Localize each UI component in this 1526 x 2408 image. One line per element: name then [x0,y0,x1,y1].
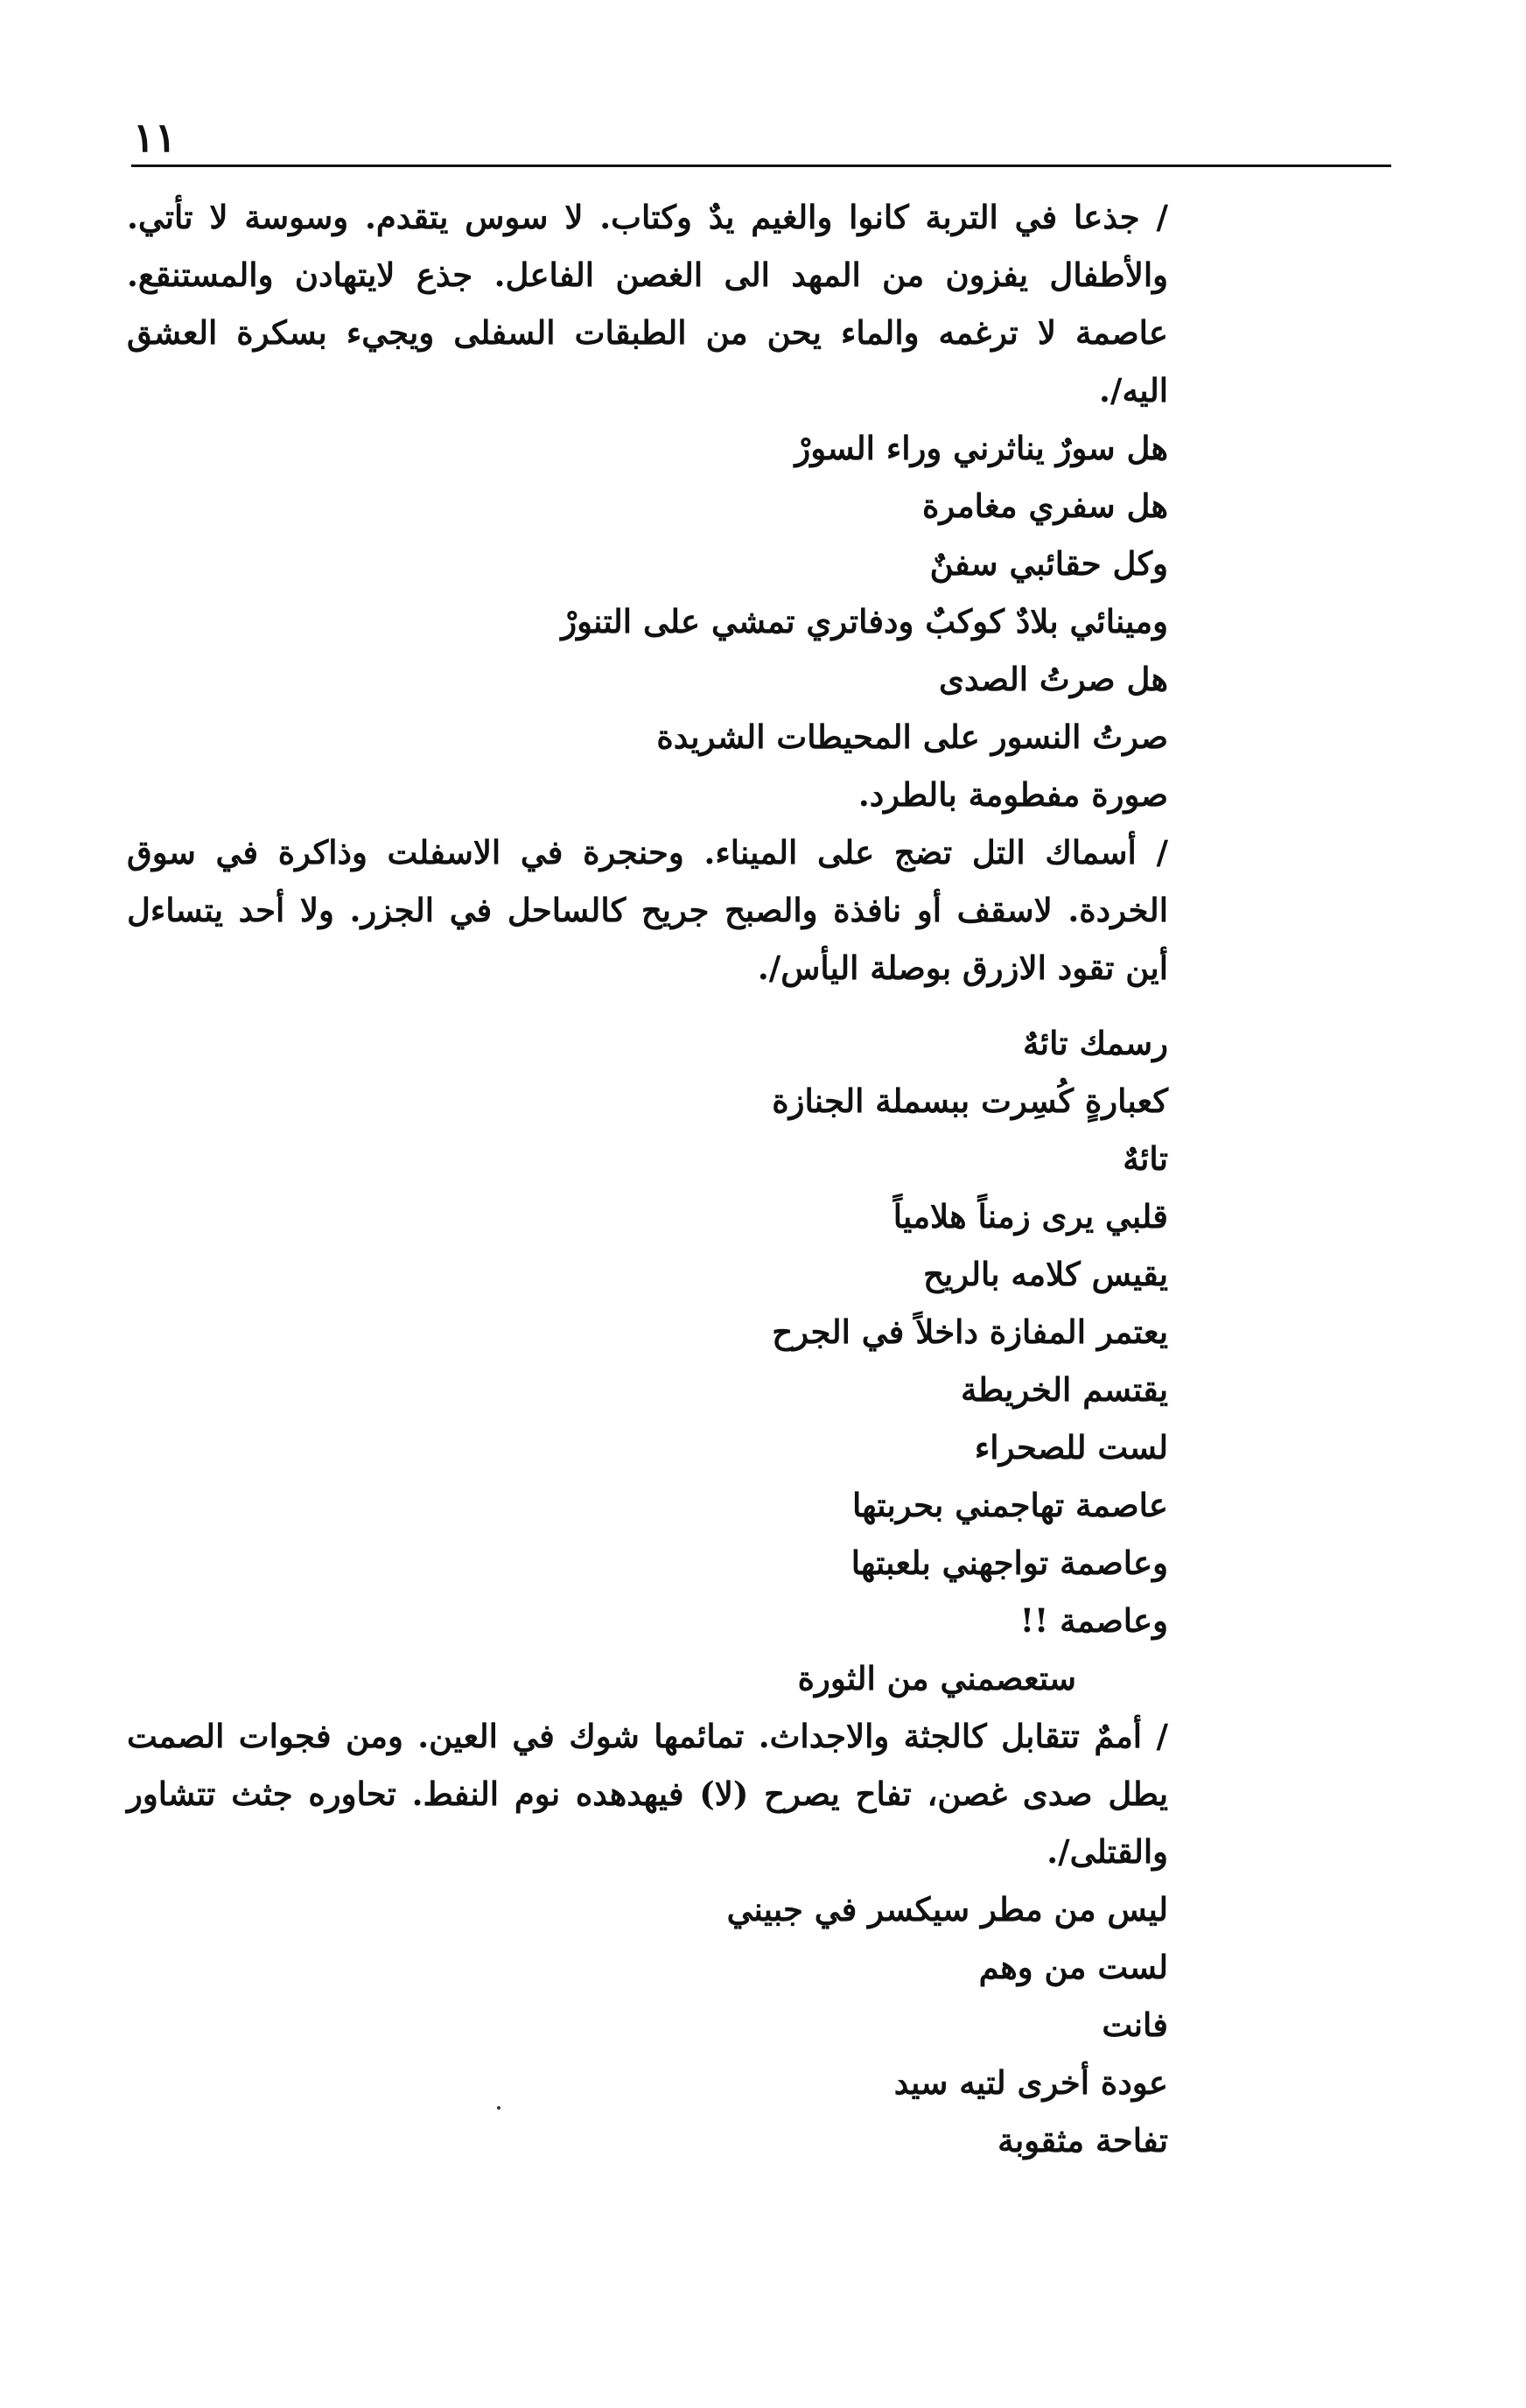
verse-line: لست من وهم [978,1948,1168,1986]
verse-line: عودة أخرى لتيه سيد [893,2063,1168,2102]
verse-line: ستعصمني من الثورة [797,1659,1076,1698]
verse-line: يقتسم الخريطة [960,1370,1168,1409]
page-number: ١١ [133,114,177,161]
prose-paragraph-1: / جذعا في التربة كانوا والغيم يدٌ وكتاب. لا سوس يتقدم. وسوسة لا تأتي. والأطفال يفزون من المهد الى الغصن الفاعل. جذع لايتهادن والمستنقع. عاصمة لا ترغمه والماء يحن من الطبقات السفلى ويجيء بسكرة العشق اليه/. [127,198,1169,410]
verse-line: هل سفري مغامرة [922,486,1168,525]
verse-line: وكل حقائبي سفنٌ [929,544,1168,583]
verse-line: صرتُ النسور على المحيطات الشريدة [656,718,1168,756]
prose-paragraph-2: / أسماك التل تضج على الميناء. وحنجرة في الاسفلت وذاكرة في سوق الخردة. لاسقف أو نافذة والصبح جريح كالساحل في الجزر. ولا أحد يتساءل أين تقود الازرق بوصلة اليأس/. [127,833,1168,987]
verse-line: وعاصمة تواجهني بلعبتها [850,1544,1168,1582]
verse-line: وعاصمة !! [1019,1601,1168,1640]
verse-line: هل صرتُ الصدى [939,660,1168,698]
scan-speck [497,2106,500,2110]
verse-line: تفاحة مثقوبة [998,2121,1168,2160]
stanza-1 [127,419,1168,823]
stanza-3 [127,1880,1168,2169]
verse-line: ومينائي بلادٌ كوكبٌ ودفاتري تمشي على التنورْ [561,602,1168,640]
verse-line: رسمك تائهٌ [1022,1024,1168,1062]
poem-body [127,188,1168,2169]
verse-line: قلبي يرى زمناً هلامياً [892,1197,1168,1236]
verse-line: هل سورٌ يناثرني وراء السورْ [794,429,1168,467]
verse-line: عاصمة تهاجمني بحربتها [851,1486,1168,1524]
header-rule [131,164,1391,167]
verse-line: صورة مفطومة بالطرد. [858,775,1168,814]
verse-line: يقيس كلامه بالريح [923,1255,1168,1293]
verse-line: فانت [1102,2006,1168,2044]
prose-paragraph-3: / أممٌ تتقابل كالجثة والاجداث. تمائمها شوك في العين. ومن فجوات الصمت يطل صدى غصن، تفاح يصرح (لا) فيهدهده نوم النفط. تحاوره جثث تتشاور والقتلى/. [127,1717,1168,1871]
verse-line: كعبارةٍ كُسِرت ببسملة الجنازة [772,1082,1168,1120]
verse-line: لست للصحراء [974,1428,1168,1466]
spacer [127,997,1168,1014]
verse-line: يعتمر المفازة داخلاً في الجرح [772,1312,1168,1351]
verse-line: تائهٌ [1123,1139,1168,1178]
stanza-2 [127,1014,1168,1707]
verse-line: ليس من مطر سيكسر في جبيني [726,1890,1168,1928]
